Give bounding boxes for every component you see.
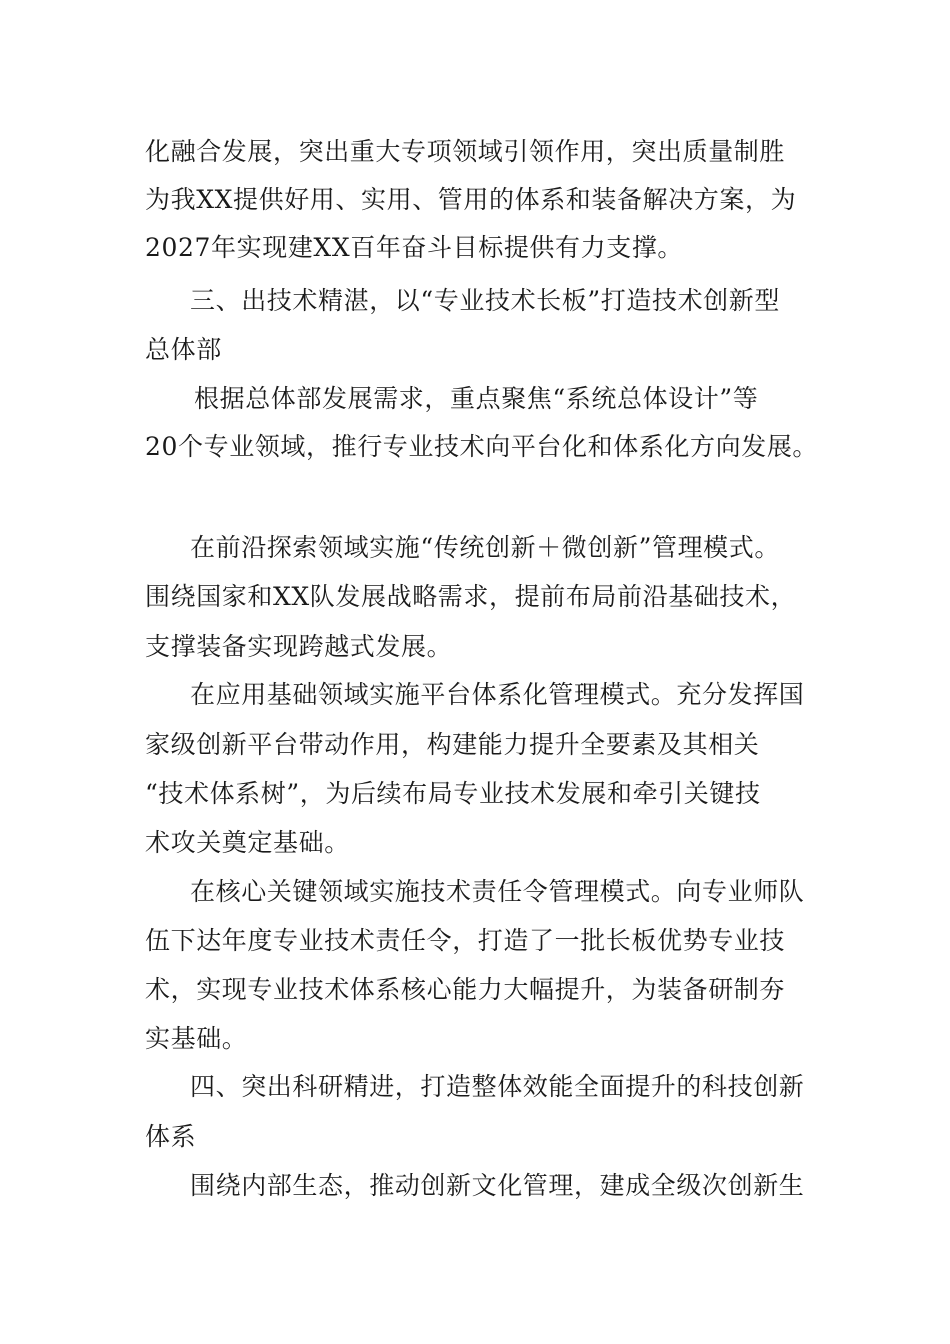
section-heading-four: 四、突出科研精进，打造整体效能全面提升的科技创新 — [190, 1072, 805, 1101]
body-text-line: 根据总体部发展需求，重点聚焦“系统总体设计”等 — [194, 384, 759, 413]
body-text-line: 支撑装备实现跨越式发展。 — [145, 632, 453, 661]
body-text-line: 20个专业领域，推行专业技术向平台化和体系化方向发展。 — [145, 432, 819, 461]
body-text-line: 在应用基础领域实施平台体系化管理模式。充分发挥国 — [190, 680, 805, 709]
body-text-line: 实基础。 — [145, 1024, 248, 1053]
body-text-line: “技术体系树”，为后续布局专业技术发展和牵引关键技 — [145, 779, 761, 808]
section-heading-three-continued: 总体部 — [145, 335, 222, 364]
body-text-line: 家级创新平台带动作用，构建能力提升全要素及其相关 — [145, 730, 760, 759]
body-text-line: 术攻关奠定基础。 — [145, 828, 350, 857]
body-text-line: 化融合发展，突出重大专项领域引领作用，突出质量制胜 — [145, 137, 786, 166]
body-text-line: 术，实现专业技术体系核心能力大幅提升，为装备研制夯 — [145, 975, 786, 1004]
section-heading-three: 三、出技术精湛，以“专业技术长板”打造技术创新型 — [190, 286, 780, 315]
body-text-line: 围绕内部生态，推动创新文化管理，建成全级次创新生 — [190, 1171, 805, 1200]
body-text-line: 围绕国家和XX队发展战略需求，提前布局前沿基础技术， — [145, 582, 797, 611]
body-text-line: 伍下达年度专业技术责任令，打造了一批长板优势专业技 — [145, 926, 786, 955]
body-text-line: 在前沿探索领域实施“传统创新＋微创新”管理模式。 — [190, 533, 780, 562]
body-text-line: 2027年实现建XX百年奋斗目标提供有力支撑。 — [145, 233, 684, 262]
section-heading-four-continued: 体系 — [145, 1122, 197, 1151]
body-text-line: 为我XX提供好用、实用、管用的体系和装备解决方案，为 — [145, 185, 797, 214]
body-text-line: 在核心关键领域实施技术责任令管理模式。向专业师队 — [190, 877, 805, 906]
